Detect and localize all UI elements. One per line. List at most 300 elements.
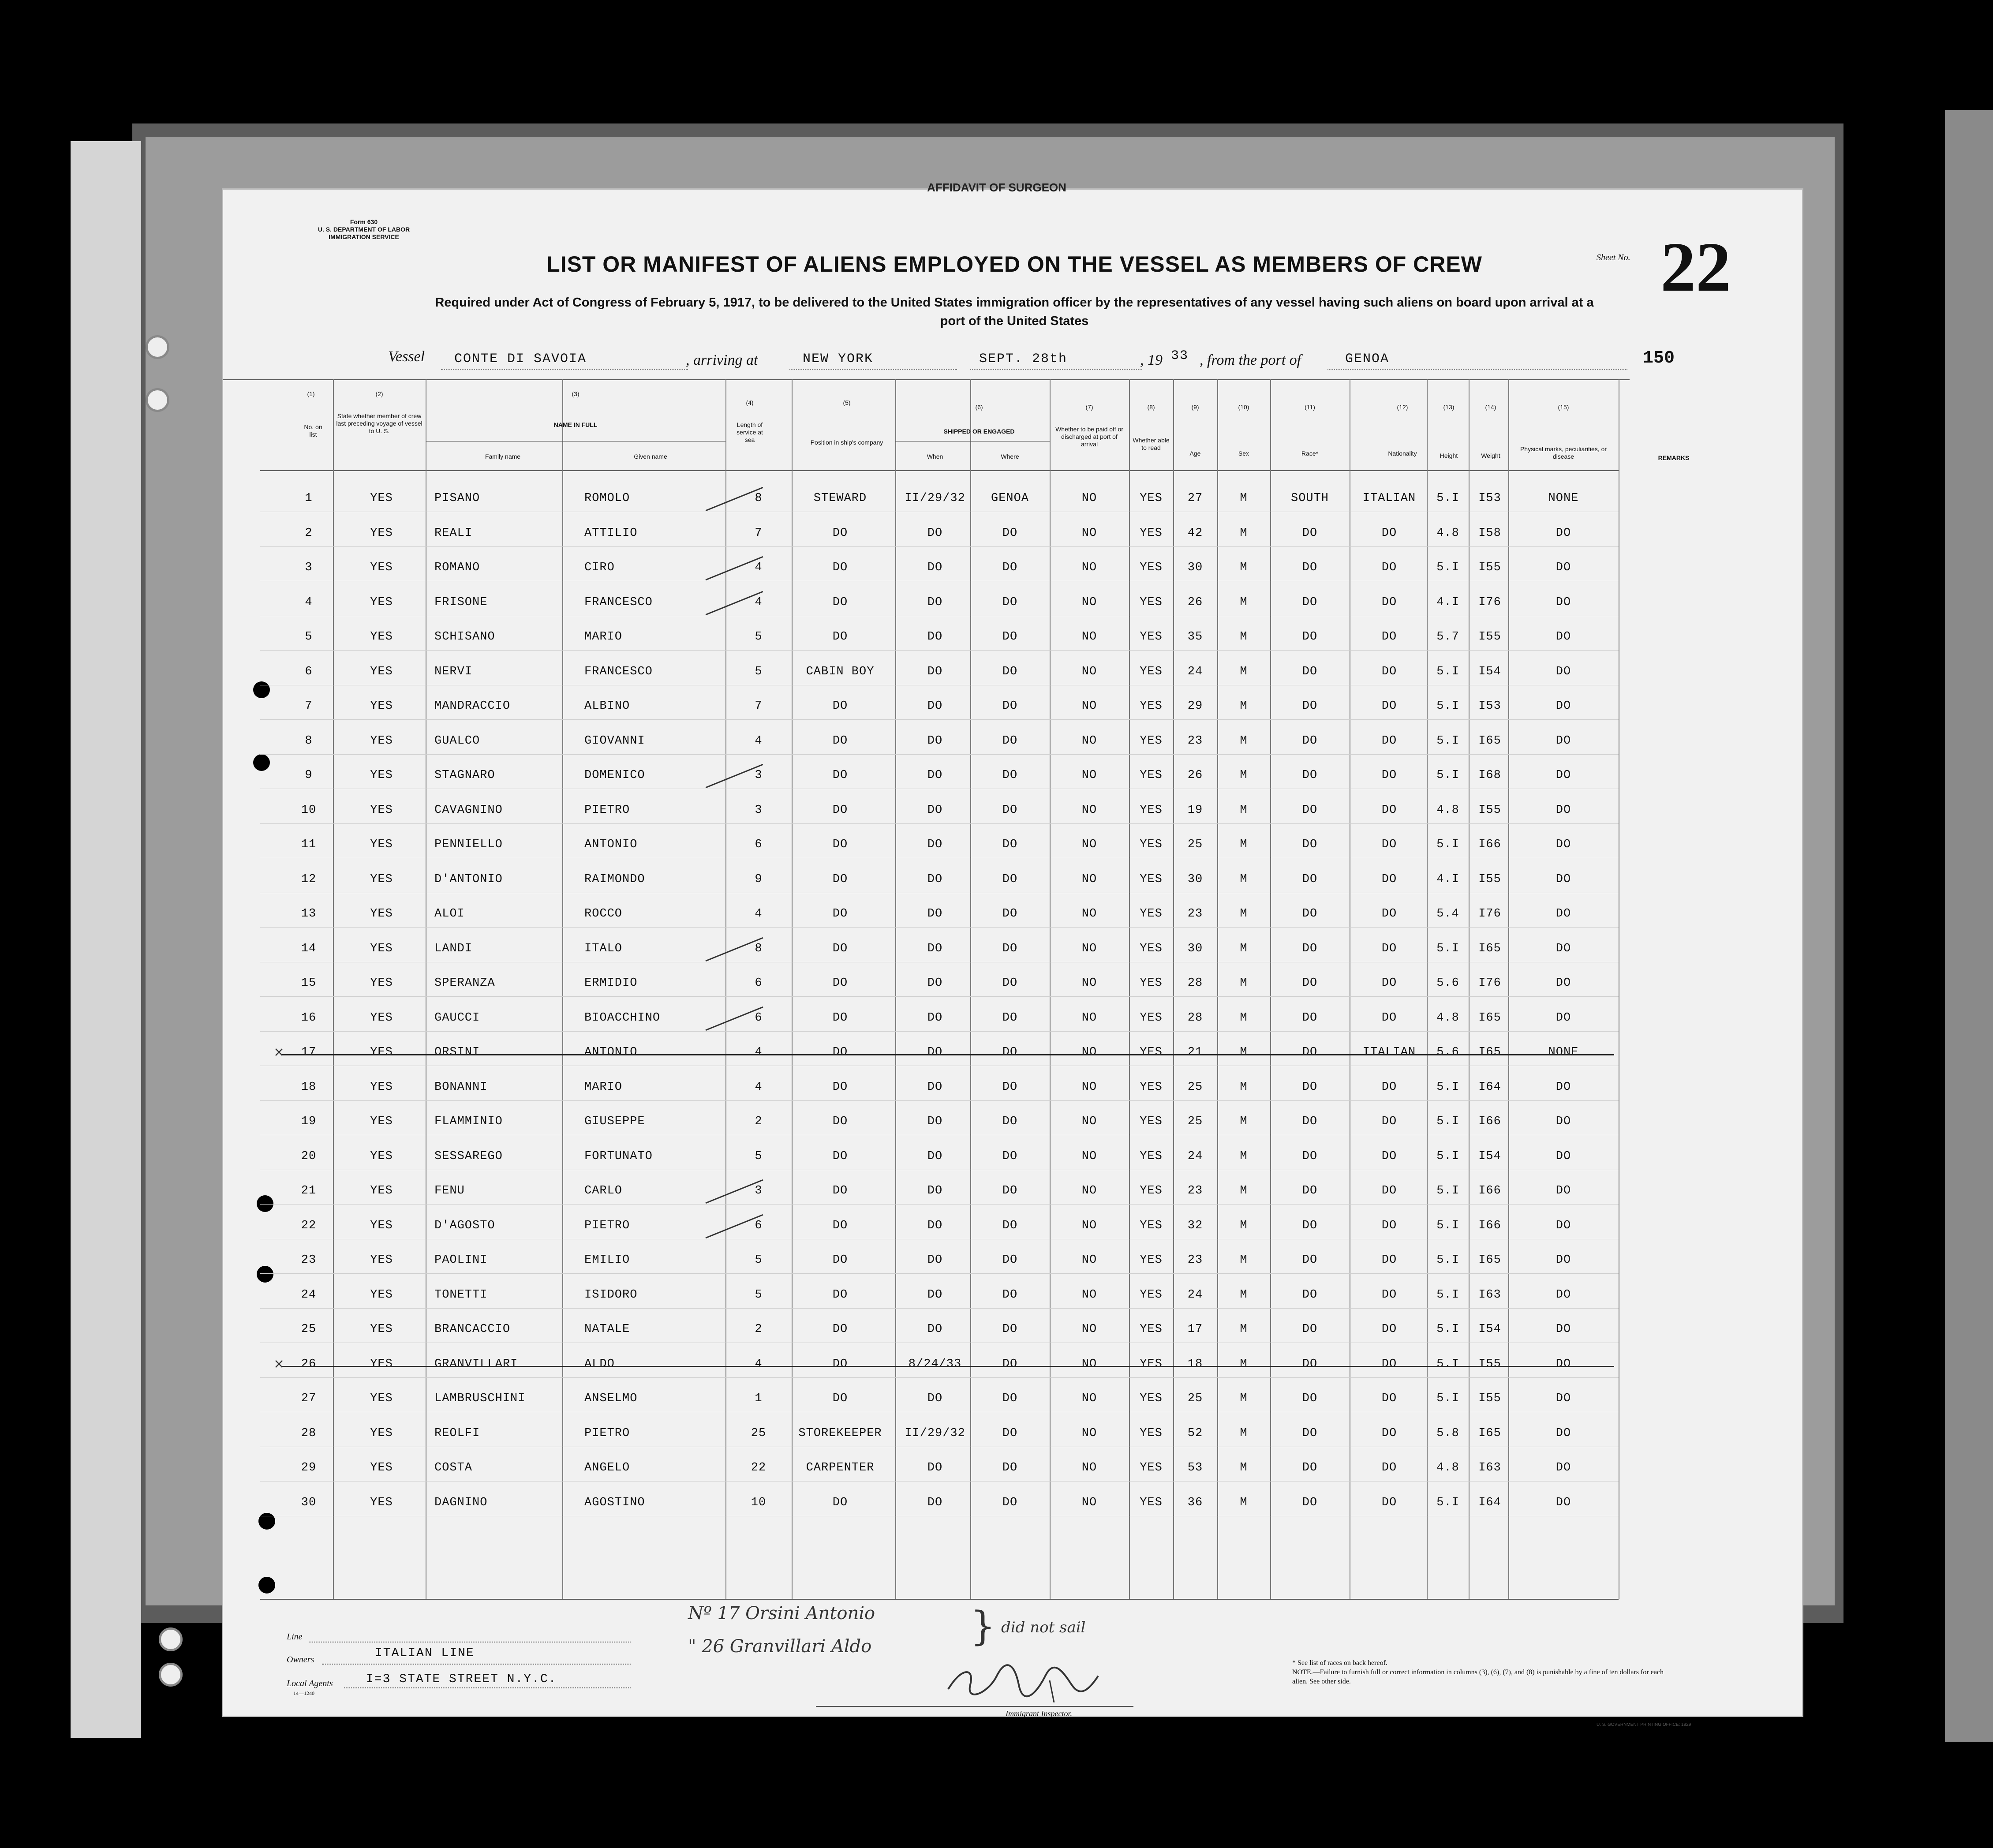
footnotes <box>1292 1658 1671 1686</box>
cell-previous-voyage: YES <box>370 665 393 678</box>
cell-sex: M <box>1240 1253 1248 1267</box>
cell-shipped-where: DO <box>1002 1081 1018 1094</box>
cell-nationality: DO <box>1381 838 1397 851</box>
cell-family-name: DAGNINO <box>434 1496 488 1509</box>
cell-row-number: 12 <box>301 873 317 886</box>
cell-weight: I65 <box>1478 1046 1501 1059</box>
cell-physical-marks: DO <box>1556 1461 1571 1474</box>
cell-nationality: DO <box>1381 873 1397 886</box>
cell-age: 24 <box>1187 1150 1203 1163</box>
cell-age: 24 <box>1187 665 1203 678</box>
cancel-mark-icon: × <box>273 1356 285 1372</box>
cell-paid-off: NO <box>1081 1184 1097 1197</box>
cell-given-name: ITALO <box>584 942 623 955</box>
cell-family-name: D'ANTONIO <box>434 873 503 886</box>
owners-value: ITALIAN LINE <box>375 1646 475 1660</box>
cell-height: 5.I <box>1436 665 1459 678</box>
cell-previous-voyage: YES <box>370 907 393 920</box>
cell-physical-marks: DO <box>1556 1081 1571 1094</box>
cell-race: DO <box>1302 700 1318 713</box>
cell-height: 5.8 <box>1436 1427 1459 1440</box>
cell-given-name: CIRO <box>584 561 615 574</box>
cell-row-number: 16 <box>301 1011 317 1025</box>
cell-shipped-when: DO <box>927 907 943 920</box>
cell-shipped-where: DO <box>1002 1427 1018 1440</box>
cell-nationality: DO <box>1381 1011 1397 1025</box>
cell-sex: M <box>1240 1150 1248 1163</box>
cell-nationality: DO <box>1381 1219 1397 1232</box>
cell-nationality: ITALIAN <box>1362 1046 1416 1059</box>
cell-previous-voyage: YES <box>370 838 393 851</box>
row-rule <box>260 996 1619 997</box>
cell-family-name: D'AGOSTO <box>434 1219 495 1232</box>
cell-able-to-read: YES <box>1140 1011 1163 1025</box>
cell-height: 5.I <box>1436 1288 1459 1302</box>
cell-shipped-when: 8/24/33 <box>908 1358 962 1371</box>
cell-race: DO <box>1302 873 1318 886</box>
row-rule <box>260 1308 1619 1309</box>
cell-shipped-when: DO <box>927 561 943 574</box>
cell-shipped-when: DO <box>927 942 943 955</box>
cell-paid-off: NO <box>1081 1150 1097 1163</box>
cell-sex: M <box>1240 1184 1248 1197</box>
cell-given-name: MARIO <box>584 1081 623 1094</box>
cell-shipped-when: DO <box>927 1081 943 1094</box>
row-rule <box>260 650 1619 651</box>
cell-age: 28 <box>1187 1011 1203 1025</box>
table-top-rule <box>223 379 1630 380</box>
cell-shipped-when: DO <box>927 527 943 540</box>
cell-previous-voyage: YES <box>370 527 393 540</box>
cell-shipped-where: DO <box>1002 734 1018 748</box>
cell-given-name: MARIO <box>584 630 623 643</box>
cell-given-name: PIETRO <box>584 804 630 817</box>
arriving-port: NEW YORK <box>803 352 874 367</box>
col-10-number: (10) <box>1238 404 1249 411</box>
cell-paid-off: NO <box>1081 907 1097 920</box>
cell-weight: I54 <box>1478 1150 1501 1163</box>
cell-able-to-read: YES <box>1140 1358 1163 1371</box>
cell-shipped-when: DO <box>927 1046 943 1059</box>
col-11-number: (11) <box>1305 404 1315 411</box>
cell-shipped-when: DO <box>927 1219 943 1232</box>
cell-previous-voyage: YES <box>370 1184 393 1197</box>
cell-service-length: 5 <box>755 1150 763 1163</box>
cell-paid-off: NO <box>1081 873 1097 886</box>
row-rule <box>260 1377 1619 1378</box>
cell-able-to-read: YES <box>1140 1046 1163 1059</box>
cell-age: 28 <box>1187 976 1203 990</box>
cell-service-length: 4 <box>755 907 763 920</box>
cell-previous-voyage: YES <box>370 1046 393 1059</box>
cell-physical-marks: DO <box>1556 1496 1571 1509</box>
cell-able-to-read: YES <box>1140 700 1163 713</box>
cell-previous-voyage: YES <box>370 942 393 955</box>
cell-family-name: GRANVILLARI <box>434 1358 518 1371</box>
cell-sex: M <box>1240 527 1248 540</box>
cell-service-length: 6 <box>755 1011 763 1025</box>
cell-shipped-when: DO <box>927 1011 943 1025</box>
cell-sex: M <box>1240 630 1248 643</box>
agents-value: I=3 STATE STREET N.Y.C. <box>366 1672 557 1686</box>
cell-weight: I65 <box>1478 1011 1501 1025</box>
punch-hole <box>258 1513 275 1530</box>
cell-physical-marks: DO <box>1556 1150 1571 1163</box>
cell-able-to-read: YES <box>1140 596 1163 609</box>
cell-family-name: PISANO <box>434 492 480 505</box>
punch-hole <box>257 1266 273 1283</box>
cell-height: 5.I <box>1436 1358 1459 1371</box>
cell-physical-marks: DO <box>1556 1323 1571 1336</box>
col-6-where: Where <box>1001 453 1019 460</box>
cell-paid-off: NO <box>1081 976 1097 990</box>
inspector-signature <box>944 1658 1103 1702</box>
col-5-label: Position in ship's company <box>810 439 883 446</box>
cell-physical-marks: DO <box>1556 1358 1571 1371</box>
cell-age: 36 <box>1187 1496 1203 1509</box>
cell-position: STEWARD <box>813 492 867 505</box>
cell-able-to-read: YES <box>1140 1115 1163 1128</box>
cell-age: 25 <box>1187 1115 1203 1128</box>
cell-race: DO <box>1302 1011 1318 1025</box>
cell-family-name: CAVAGNINO <box>434 804 503 817</box>
cell-age: 18 <box>1187 1358 1203 1371</box>
cell-age: 42 <box>1187 527 1203 540</box>
cell-previous-voyage: YES <box>370 1358 393 1371</box>
cell-shipped-where: DO <box>1002 942 1018 955</box>
department-name: U. S. DEPARTMENT OF LABOR <box>318 226 410 233</box>
cell-nationality: DO <box>1381 907 1397 920</box>
col-4-label: Length of service at sea <box>737 421 763 443</box>
cell-shipped-where: DO <box>1002 630 1018 643</box>
cell-race: DO <box>1302 1461 1318 1474</box>
cell-row-number: 7 <box>305 700 313 713</box>
cell-shipped-where: DO <box>1002 596 1018 609</box>
cell-paid-off: NO <box>1081 1288 1097 1302</box>
cell-service-length: 22 <box>751 1461 767 1474</box>
cell-shipped-where: DO <box>1002 1323 1018 1336</box>
cell-row-number: 21 <box>301 1184 317 1197</box>
cell-sex: M <box>1240 700 1248 713</box>
binder-hole <box>159 1627 183 1651</box>
cell-family-name: BRANCACCIO <box>434 1323 511 1336</box>
cell-weight: I54 <box>1478 665 1501 678</box>
cell-position: DO <box>832 734 848 748</box>
cell-service-length: 5 <box>755 1288 763 1302</box>
cell-shipped-where: DO <box>1002 1150 1018 1163</box>
cell-height: 4.I <box>1436 596 1459 609</box>
cell-shipped-when: DO <box>927 804 943 817</box>
cell-shipped-where: DO <box>1002 1496 1018 1509</box>
cell-race: DO <box>1302 838 1318 851</box>
cell-age: 30 <box>1187 873 1203 886</box>
cell-height: 5.I <box>1436 1150 1459 1163</box>
cell-row-number: 3 <box>305 561 313 574</box>
cell-row-number: 30 <box>301 1496 317 1509</box>
cell-nationality: DO <box>1381 596 1397 609</box>
cell-given-name: FRANCESCO <box>584 665 653 678</box>
cell-position: DO <box>832 1184 848 1197</box>
cell-age: 23 <box>1187 734 1203 748</box>
cell-given-name: EMILIO <box>584 1253 630 1267</box>
strike-through <box>282 1054 1614 1055</box>
cell-height: 4.8 <box>1436 804 1459 817</box>
column-rule <box>970 379 971 1599</box>
cell-given-name: NATALE <box>584 1323 630 1336</box>
cell-race: DO <box>1302 596 1318 609</box>
cell-shipped-where: DO <box>1002 1219 1018 1232</box>
cell-given-name: ROMOLO <box>584 492 630 505</box>
arrival-date: SEPT. 28th <box>979 352 1068 367</box>
cell-nationality: DO <box>1381 1496 1397 1509</box>
cell-nationality: DO <box>1381 700 1397 713</box>
from-underline <box>1327 369 1627 370</box>
col-13-label: Height <box>1440 452 1458 459</box>
cell-physical-marks: DO <box>1556 1253 1571 1267</box>
cell-age: 52 <box>1187 1427 1203 1440</box>
col-6-label: SHIPPED OR ENGAGED <box>943 428 1015 435</box>
table-header-rule <box>260 470 1619 471</box>
cell-physical-marks: DO <box>1556 942 1571 955</box>
subtitle-line-1: Required under Act of Congress of February 5, 1917, to be delivered to the United States immigration officer by the representatives of any vessel having such aliens on board upon arrival at a <box>435 296 1594 310</box>
cell-able-to-read: YES <box>1140 1253 1163 1267</box>
cell-service-length: 3 <box>755 769 763 782</box>
cell-position: DO <box>832 873 848 886</box>
cell-physical-marks: DO <box>1556 1288 1571 1302</box>
cell-paid-off: NO <box>1081 1392 1097 1405</box>
cell-weight: I76 <box>1478 976 1501 990</box>
cell-family-name: SPERANZA <box>434 976 495 990</box>
col-13-number: (13) <box>1443 404 1455 411</box>
cell-shipped-when: DO <box>927 734 943 748</box>
cell-family-name: MANDRACCIO <box>434 700 511 713</box>
cell-service-length: 9 <box>755 873 763 886</box>
cell-able-to-read: YES <box>1140 907 1163 920</box>
cell-physical-marks: DO <box>1556 1011 1571 1025</box>
cell-shipped-where: DO <box>1002 1461 1018 1474</box>
cell-shipped-when: DO <box>927 700 943 713</box>
cell-height: 5.I <box>1436 734 1459 748</box>
column-rule <box>1129 379 1130 1599</box>
column-rule <box>1217 379 1218 1599</box>
cell-family-name: SCHISANO <box>434 630 495 643</box>
cell-height: 5.I <box>1436 942 1459 955</box>
cell-sex: M <box>1240 1219 1248 1232</box>
cell-shipped-where: DO <box>1002 1358 1018 1371</box>
cell-given-name: PIETRO <box>584 1427 630 1440</box>
cell-family-name: ORSINI <box>434 1046 480 1059</box>
cell-sex: M <box>1240 976 1248 990</box>
cell-paid-off: NO <box>1081 1046 1097 1059</box>
cell-race: DO <box>1302 1115 1318 1128</box>
cell-given-name: BIOACCHINO <box>584 1011 661 1025</box>
line-label: Line <box>287 1632 303 1642</box>
cell-shipped-when: DO <box>927 769 943 782</box>
cell-paid-off: NO <box>1081 1253 1097 1267</box>
cell-shipped-where: DO <box>1002 1115 1018 1128</box>
cell-family-name: ROMANO <box>434 561 480 574</box>
cell-given-name: ALBINO <box>584 700 630 713</box>
form-code: 14—1240 <box>293 1690 314 1696</box>
cell-given-name: ERMIDIO <box>584 976 638 990</box>
affidavit-heading: AFFIDAVIT OF SURGEON <box>927 181 1066 194</box>
cell-sex: M <box>1240 734 1248 748</box>
cell-position: DO <box>832 976 848 990</box>
cell-able-to-read: YES <box>1140 873 1163 886</box>
cell-height: 5.I <box>1436 1496 1459 1509</box>
cell-weight: I65 <box>1478 1427 1501 1440</box>
cell-position: DO <box>832 942 848 955</box>
cell-age: 53 <box>1187 1461 1203 1474</box>
cell-able-to-read: YES <box>1140 1461 1163 1474</box>
cell-paid-off: NO <box>1081 561 1097 574</box>
cell-height: 5.6 <box>1436 976 1459 990</box>
cell-age: 35 <box>1187 630 1203 643</box>
punch-hole <box>257 1195 273 1212</box>
cell-service-length: 3 <box>755 804 763 817</box>
cell-sex: M <box>1240 1427 1248 1440</box>
cell-race: DO <box>1302 1150 1318 1163</box>
year-prefix: , 19 <box>1140 352 1163 368</box>
cell-nationality: DO <box>1381 1427 1397 1440</box>
cell-service-length: 6 <box>755 1219 763 1232</box>
cell-race: DO <box>1302 561 1318 574</box>
cell-race: DO <box>1302 769 1318 782</box>
cell-height: 5.I <box>1436 1392 1459 1405</box>
cell-previous-voyage: YES <box>370 873 393 886</box>
cell-position: DO <box>832 769 848 782</box>
col-6-when: When <box>927 453 943 460</box>
cell-position: DO <box>832 838 848 851</box>
cell-sex: M <box>1240 665 1248 678</box>
cell-position: DO <box>832 630 848 643</box>
cell-given-name: FRANCESCO <box>584 596 653 609</box>
penalty-note: NOTE.—Failure to furnish full or correct information in columns (3), (6), (7), and (8) is punishable by a fine of ten dollars for each alien. See other side. <box>1292 1668 1664 1685</box>
cell-age: 24 <box>1187 1288 1203 1302</box>
cell-race: DO <box>1302 1081 1318 1094</box>
cell-previous-voyage: YES <box>370 561 393 574</box>
cell-physical-marks: DO <box>1556 665 1571 678</box>
cell-shipped-when: DO <box>927 976 943 990</box>
cell-shipped-where: DO <box>1002 873 1018 886</box>
cell-previous-voyage: YES <box>370 630 393 643</box>
cell-shipped-where: DO <box>1002 907 1018 920</box>
cell-paid-off: NO <box>1081 1461 1097 1474</box>
cell-shipped-when: DO <box>927 1288 943 1302</box>
col-3-family: Family name <box>485 453 521 460</box>
remarks-label: REMARKS <box>1658 454 1690 461</box>
col-3-label: NAME IN FULL <box>553 421 598 428</box>
col-14-number: (14) <box>1485 404 1496 411</box>
inspector-label: Immigrant Inspector. <box>1006 1709 1072 1718</box>
cell-given-name: ANTONIO <box>584 1046 638 1059</box>
cell-previous-voyage: YES <box>370 1323 393 1336</box>
row-rule <box>260 823 1619 824</box>
cell-row-number: 18 <box>301 1081 317 1094</box>
cell-weight: I55 <box>1478 1358 1501 1371</box>
vessel-name: CONTE DI SAVOIA <box>454 352 587 367</box>
cell-age: 17 <box>1187 1323 1203 1336</box>
cell-physical-marks: DO <box>1556 630 1571 643</box>
cell-position: DO <box>832 1288 848 1302</box>
cell-service-length: 4 <box>755 596 763 609</box>
cell-physical-marks: DO <box>1556 769 1571 782</box>
cell-position: CARPENTER <box>806 1461 875 1474</box>
cell-previous-voyage: YES <box>370 1011 393 1025</box>
cell-row-number: 25 <box>301 1323 317 1336</box>
cell-nationality: DO <box>1381 1358 1397 1371</box>
cell-nationality: DO <box>1381 942 1397 955</box>
cell-row-number: 2 <box>305 527 313 540</box>
cell-sex: M <box>1240 561 1248 574</box>
cell-physical-marks: DO <box>1556 596 1571 609</box>
cell-row-number: 6 <box>305 665 313 678</box>
cell-shipped-where: DO <box>1002 1184 1018 1197</box>
cell-given-name: CARLO <box>584 1184 623 1197</box>
cell-able-to-read: YES <box>1140 838 1163 851</box>
cell-shipped-when: DO <box>927 1253 943 1267</box>
cell-paid-off: NO <box>1081 1358 1097 1371</box>
cell-previous-voyage: YES <box>370 1392 393 1405</box>
cell-physical-marks: DO <box>1556 907 1571 920</box>
cell-family-name: PAOLINI <box>434 1253 488 1267</box>
cell-age: 25 <box>1187 1392 1203 1405</box>
cell-physical-marks: DO <box>1556 976 1571 990</box>
cell-nationality: ITALIAN <box>1362 492 1416 505</box>
cell-position: CABIN BOY <box>806 665 875 678</box>
cell-service-length: 2 <box>755 1323 763 1336</box>
handwritten-did-not-sail: did not sail <box>1001 1619 1086 1636</box>
cell-previous-voyage: YES <box>370 1115 393 1128</box>
column-rule <box>1270 379 1271 1599</box>
cell-paid-off: NO <box>1081 1323 1097 1336</box>
cell-nationality: DO <box>1381 769 1397 782</box>
cell-weight: I68 <box>1478 769 1501 782</box>
cell-weight: I65 <box>1478 734 1501 748</box>
cell-row-number: 23 <box>301 1253 317 1267</box>
cell-race: DO <box>1302 1427 1318 1440</box>
table-bottom-rule <box>260 1599 1619 1600</box>
cell-family-name: NERVI <box>434 665 473 678</box>
cell-sex: M <box>1240 1461 1248 1474</box>
right-page-edge <box>1945 110 1993 1742</box>
cell-row-number: 11 <box>301 838 317 851</box>
arriving-underline <box>789 369 957 370</box>
cell-race: SOUTH <box>1290 492 1329 505</box>
cell-service-length: 7 <box>755 527 763 540</box>
cell-service-length: 5 <box>755 665 763 678</box>
cell-physical-marks: DO <box>1556 838 1571 851</box>
col-3-number: (3) <box>572 390 580 397</box>
races-footnote: * See list of races on back hereof. <box>1292 1659 1387 1667</box>
cell-age: 25 <box>1187 838 1203 851</box>
agents-label: Local Agents <box>287 1679 333 1688</box>
cell-paid-off: NO <box>1081 804 1097 817</box>
handwritten-note-granvillari: " 26 Granvillari Aldo <box>688 1636 872 1657</box>
cell-able-to-read: YES <box>1140 769 1163 782</box>
cell-age: 30 <box>1187 561 1203 574</box>
column-rule <box>1508 379 1509 1599</box>
col-12-number: (12) <box>1397 404 1408 411</box>
cell-previous-voyage: YES <box>370 596 393 609</box>
cell-row-number: 5 <box>305 630 313 643</box>
cell-service-length: 25 <box>751 1427 767 1440</box>
cell-weight: I58 <box>1478 527 1501 540</box>
cell-shipped-where: DO <box>1002 561 1018 574</box>
cell-given-name: RAIMONDO <box>584 873 645 886</box>
cell-nationality: DO <box>1381 561 1397 574</box>
cell-height: 5.I <box>1436 1219 1459 1232</box>
